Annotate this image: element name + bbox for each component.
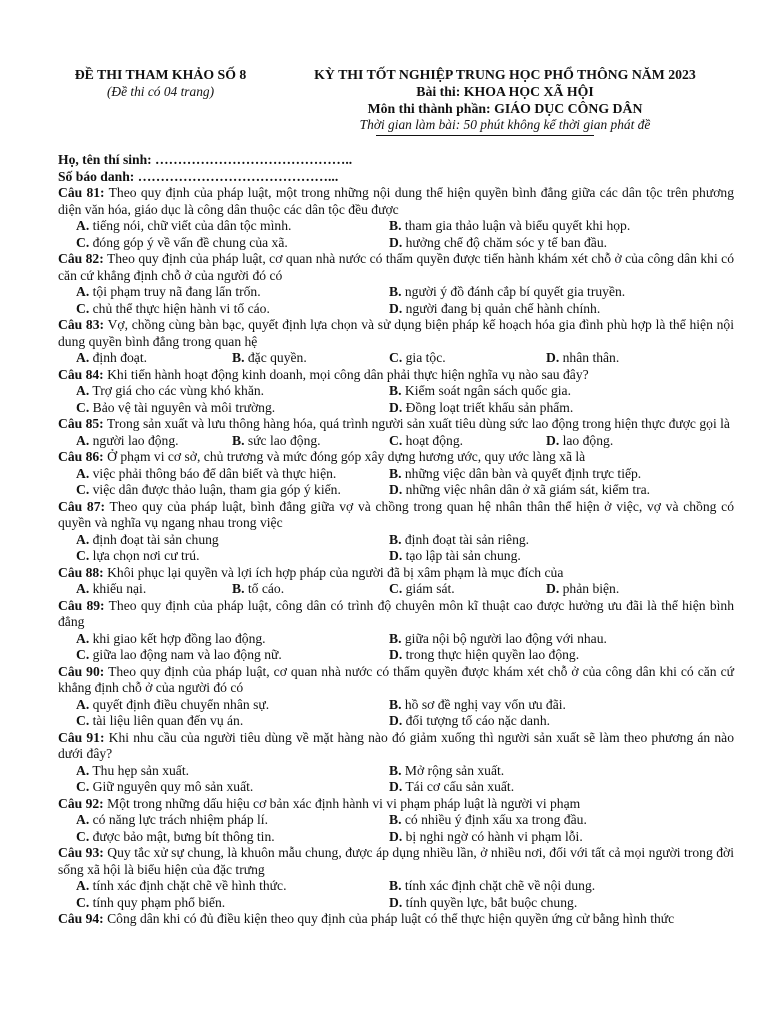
option-text: giữa nội bộ người lao động với nhau. [404, 630, 607, 646]
answer-options [58, 532, 734, 565]
answer-option[interactable] [76, 713, 389, 730]
question-stem [58, 730, 734, 763]
option-letter: A. [76, 465, 90, 481]
question-stem [58, 367, 734, 384]
answer-options [58, 284, 734, 317]
question-stem [58, 796, 734, 813]
option-text: gia tộc. [405, 350, 446, 366]
option-text: tính xác định chặt chẽ về hình thức. [92, 878, 287, 894]
answer-option[interactable] [76, 466, 389, 483]
option-letter: D. [389, 647, 403, 663]
question-text: Theo quy định của pháp luật, một trong những nội dung thể hiện quyền bình đẳng giữa các dân tộc trên phương diện văn hóa, giáo dục là công dân thuộc các dân tộc đều được [58, 185, 734, 217]
option-text: Đồng loạt triết khấu sản phẩm. [405, 399, 574, 415]
answer-option[interactable] [76, 779, 389, 796]
exam-time: Thời gian làm bài: 50 phút không kể thời gian phát đề [359, 117, 651, 132]
option-text: tính xác định chặt chẽ về nội dung. [404, 878, 596, 894]
question-text: Một trong những dấu hiệu cơ bản xác định hành vi vi phạm pháp luật là người vi phạm [107, 795, 581, 811]
option-letter: A. [76, 350, 90, 366]
answer-options [58, 466, 734, 499]
answer-option[interactable] [232, 350, 389, 367]
option-text: đối tượng tố cáo nặc danh. [405, 713, 551, 729]
exam-content [58, 152, 734, 928]
candidate-name-field: Họ, tên thí sinh: …………………………………….. [58, 152, 353, 167]
option-text: trong thực hiện quyền lao động. [405, 647, 580, 663]
question-stem [58, 251, 734, 284]
option-text: đặc quyền. [247, 350, 307, 366]
question-number: Câu 87: [58, 498, 106, 514]
option-text: Trợ giá cho các vùng khó khăn. [92, 383, 265, 399]
option-text: tiếng nói, chữ viết của dân tộc mình. [92, 218, 292, 234]
option-letter: D. [389, 399, 403, 415]
question-stem [58, 911, 734, 928]
exam-title: KỲ THI TỐT NGHIỆP TRUNG HỌC PHỔ THÔNG NĂM 2023 [314, 67, 696, 82]
option-letter: B. [389, 696, 402, 712]
question-block [58, 499, 734, 565]
option-text: có nhiều ý định xấu xa trong đầu. [404, 812, 587, 828]
answer-option[interactable] [76, 350, 232, 367]
question-stem [58, 185, 734, 218]
option-letter: A. [76, 762, 90, 778]
question-text: Trong sản xuất và lưu thông hàng hóa, quá trình người sản xuất tiêu dùng sức lao động trong hiện thực được gọi là [106, 416, 730, 432]
option-text: giữa lao động nam và lao động nữ. [92, 647, 282, 663]
question-stem [58, 499, 734, 532]
answer-option[interactable] [389, 631, 739, 648]
option-letter: B. [389, 762, 402, 778]
option-letter: C. [389, 581, 403, 597]
option-letter: C. [76, 779, 90, 795]
option-text: tham gia thảo luận và biểu quyết khi họp. [404, 218, 631, 234]
answer-option[interactable] [76, 400, 389, 417]
question-number: Câu 83: [58, 317, 105, 333]
option-letter: A. [76, 581, 90, 597]
option-text: Giữ nguyên quy mô sản xuất. [92, 779, 254, 795]
answer-options [58, 812, 734, 845]
option-letter: B. [232, 350, 245, 366]
question-text: Khôi phục lại quyền và lợi ích hợp pháp của người đã bị xâm phạm là mục đích của [107, 564, 564, 580]
answer-option[interactable] [389, 829, 739, 846]
answer-option[interactable] [76, 235, 389, 252]
question-number: Câu 91: [58, 729, 105, 745]
option-letter: D. [389, 548, 403, 564]
answer-option[interactable] [76, 482, 389, 499]
option-letter: A. [76, 284, 90, 300]
question-list [58, 185, 734, 928]
question-block [58, 416, 734, 449]
option-text: giám sát. [405, 581, 455, 597]
option-text: được bảo mật, bưng bít thông tin. [92, 828, 275, 844]
question-stem [58, 598, 734, 631]
option-text: Bảo vệ tài nguyên và môi trường. [92, 399, 276, 415]
option-letter: B. [232, 432, 245, 448]
question-text: Khi tiến hành hoạt động kinh doanh, mọi công dân phải thực hiện nghĩa vụ nào sau đây? [107, 366, 589, 382]
question-number: Câu 90: [58, 663, 105, 679]
question-text: Ở phạm vi cơ sở, chủ trương và mức đóng góp xây dựng hương ước, quy ước làng xã là [107, 449, 586, 465]
exam-subject: Bài thi: KHOA HỌC XÃ HỘI [416, 84, 594, 99]
option-text: những việc dân bàn và quyết định trực tiếp. [404, 465, 642, 481]
answer-option[interactable] [546, 581, 716, 598]
answer-options [58, 763, 734, 796]
option-letter: B. [232, 581, 245, 597]
answer-option[interactable] [389, 697, 739, 714]
question-number: Câu 82: [58, 251, 104, 267]
question-block [58, 796, 734, 846]
option-letter: A. [76, 696, 90, 712]
answer-option[interactable] [76, 548, 389, 565]
option-text: người đang bị quản chế hành chính. [405, 300, 601, 316]
answer-options [58, 218, 734, 251]
option-letter: C. [76, 713, 90, 729]
option-letter: A. [76, 630, 90, 646]
answer-option[interactable] [389, 284, 739, 301]
question-number: Câu 92: [58, 795, 104, 811]
answer-option[interactable] [389, 713, 739, 730]
answer-option[interactable] [76, 812, 389, 829]
option-text: những việc nhân dân ở xã giám sát, kiểm tra. [405, 482, 651, 498]
question-number: Câu 93: [58, 845, 104, 861]
option-letter: C. [76, 300, 90, 316]
answer-option[interactable] [76, 697, 389, 714]
header-right [282, 66, 728, 133]
answer-option[interactable] [76, 218, 389, 235]
question-text: Công dân khi có đủ điều kiện theo quy định của pháp luật có thể thực hiện quyền ứng cử bằng hình thức [107, 911, 675, 927]
answer-option[interactable] [76, 631, 389, 648]
question-stem [58, 416, 734, 433]
answer-option[interactable] [389, 301, 739, 318]
question-block [58, 251, 734, 317]
option-text: tính quy phạm phổ biến. [92, 894, 226, 910]
option-text: lao động. [562, 432, 614, 448]
question-block [58, 449, 734, 499]
answer-option[interactable] [389, 400, 739, 417]
answer-option[interactable] [389, 532, 739, 549]
option-letter: B. [389, 465, 402, 481]
answer-option[interactable] [76, 433, 232, 450]
question-number: Câu 85: [58, 416, 104, 432]
answer-option[interactable] [546, 433, 716, 450]
option-letter: D. [389, 894, 403, 910]
option-letter: B. [389, 383, 402, 399]
question-number: Câu 88: [58, 564, 104, 580]
question-block [58, 845, 734, 911]
option-letter: D. [389, 779, 403, 795]
option-letter: A. [76, 383, 90, 399]
page-count-note: (Đề thi có 04 trang) [106, 84, 215, 99]
title-underline [376, 135, 594, 136]
answer-option[interactable] [389, 466, 739, 483]
option-text: tội phạm truy nã đang lẩn trốn. [92, 284, 261, 300]
option-letter: D. [389, 482, 403, 498]
option-text: Tái cơ cấu sản xuất. [405, 779, 515, 795]
question-text: Theo quy định của pháp luật, cơ quan nhà nước có thẩm quyền được khám xét chỗ ở của công dân khi có căn cứ khẳng định chỗ ở của người đó có [58, 663, 734, 696]
answer-option[interactable] [76, 301, 389, 318]
option-letter: B. [389, 630, 402, 646]
option-text: Kiểm soát ngân sách quốc gia. [404, 383, 571, 399]
option-text: hoạt động. [405, 432, 464, 448]
exam-component: Môn thi thành phần: GIÁO DỤC CÔNG DÂN [367, 101, 643, 116]
option-letter: C. [76, 399, 90, 415]
option-text: tính quyền lực, bắt buộc chung. [405, 894, 578, 910]
option-text: bị nghi ngờ có hành vi phạm lỗi. [405, 828, 583, 844]
option-letter: D. [389, 713, 403, 729]
answer-option[interactable] [232, 433, 389, 450]
question-number: Câu 84: [58, 366, 104, 382]
answer-option[interactable] [389, 895, 739, 912]
answer-option[interactable] [76, 763, 389, 780]
answer-options [58, 383, 734, 416]
answer-options [58, 581, 734, 598]
option-text: hưởng chế độ chăm sóc y tế ban đầu. [405, 234, 608, 250]
option-text: chủ thể thực hiện hành vi tố cáo. [92, 300, 270, 316]
answer-option[interactable] [389, 878, 739, 895]
option-letter: D. [546, 350, 560, 366]
answer-option[interactable] [389, 812, 739, 829]
question-block [58, 317, 734, 367]
option-letter: C. [76, 894, 90, 910]
answer-options [58, 350, 734, 367]
answer-option[interactable] [76, 895, 389, 912]
question-text: Theo quy định của pháp luật, công dân có trình độ chuyên môn kĩ thuật cao được hưởng ưu đãi là thể hiện bình đẳng [58, 597, 734, 630]
option-letter: B. [389, 531, 402, 547]
option-letter: A. [76, 432, 90, 448]
answer-option[interactable] [76, 581, 232, 598]
answer-option[interactable] [389, 581, 546, 598]
candidate-id-field: Số báo danh: ……………………………………... [58, 168, 339, 184]
answer-option[interactable] [76, 532, 389, 549]
question-text: Theo quy định của pháp luật, cơ quan nhà nước có thẩm quyền được tiến hành khám xét chỗ ở của công dân khi có căn cứ khẳng định chỗ ở của người đó có [58, 251, 734, 283]
answer-option[interactable] [389, 433, 546, 450]
option-text: hồ sơ đề nghị vay vốn ưu đãi. [404, 696, 566, 712]
answer-option[interactable] [389, 763, 739, 780]
option-letter: C. [76, 482, 90, 498]
option-text: phản biện. [562, 581, 620, 597]
option-letter: C. [76, 647, 90, 663]
question-block [58, 730, 734, 796]
option-letter: B. [389, 218, 402, 234]
option-text: việc dân được thảo luận, tham gia góp ý kiến. [92, 482, 341, 498]
answer-option[interactable] [76, 829, 389, 846]
answer-option[interactable] [76, 383, 389, 400]
answer-option[interactable] [389, 548, 739, 565]
option-letter: C. [76, 548, 90, 564]
option-text: nhân thân. [562, 350, 620, 366]
answer-options [58, 631, 734, 664]
question-block [58, 911, 734, 928]
question-number: Câu 86: [58, 449, 104, 465]
answer-options [58, 878, 734, 911]
question-text: Theo quy của pháp luật, bình đẳng giữa vợ và chồng trong quan hệ nhân thân thể hiện ở việc, vợ và chồng có quyền và nghĩa vụ ngang nhau trong việc [58, 498, 735, 531]
answer-option[interactable] [546, 350, 716, 367]
answer-option[interactable] [76, 647, 389, 664]
option-letter: B. [389, 812, 402, 828]
option-letter: A. [76, 812, 90, 828]
option-letter: C. [76, 234, 90, 250]
option-text: Mở rộng sản xuất. [404, 762, 505, 778]
option-letter: A. [76, 218, 90, 234]
question-number: Câu 89: [58, 597, 105, 613]
option-text: có năng lực trách nhiệm pháp lí. [92, 812, 268, 828]
header-left [58, 66, 263, 100]
answer-option[interactable] [76, 284, 389, 301]
option-text: người lao động. [92, 432, 179, 448]
option-letter: A. [76, 878, 90, 894]
option-text: định đoạt tài sản chung [92, 531, 219, 547]
option-text: người ý đồ đánh cắp bí quyết gia truyền. [404, 284, 626, 300]
answer-option[interactable] [389, 218, 739, 235]
answer-option[interactable] [389, 350, 546, 367]
question-block [58, 565, 734, 598]
answer-option[interactable] [389, 235, 739, 252]
question-stem [58, 664, 734, 697]
exam-code: ĐỀ THI THAM KHẢO SỐ 8 [74, 67, 247, 82]
option-text: tạo lập tài sản chung. [405, 548, 521, 564]
option-letter: B. [389, 878, 402, 894]
option-text: định đoạt tài sản riêng. [404, 531, 530, 547]
option-letter: A. [76, 531, 90, 547]
option-text: tố cáo. [247, 581, 285, 597]
option-text: việc phải thông báo để dân biết và thực hiện. [92, 465, 337, 481]
option-text: Thu hẹp sản xuất. [92, 762, 190, 778]
option-text: quyết định điều chuyển nhân sự. [92, 696, 270, 712]
option-letter: B. [389, 284, 402, 300]
question-text: Khi nhu cầu của người tiêu dùng về mặt hàng nào đó giảm xuống thì người sản xuất sẽ làm theo phương án nào dưới đây? [58, 729, 734, 762]
answer-option[interactable] [389, 482, 739, 499]
option-text: khi giao kết hợp đồng lao động. [92, 630, 266, 646]
option-letter: C. [389, 432, 403, 448]
question-stem [58, 845, 734, 878]
question-block [58, 598, 734, 664]
question-block [58, 185, 734, 251]
option-letter: D. [389, 234, 403, 250]
question-text: Quy tắc xử sự chung, là khuôn mẫu chung, được áp dụng nhiều lần, ở nhiều nơi, đối với tất cả mọi người trong đời sống xã hội là biểu hiện của đặc trưng [58, 845, 735, 877]
answer-option[interactable] [389, 779, 739, 796]
question-block [58, 367, 734, 417]
option-letter: D. [389, 300, 403, 316]
answer-option[interactable] [232, 581, 389, 598]
question-block [58, 664, 734, 730]
option-text: khiếu nại. [92, 581, 147, 597]
option-letter: D. [546, 432, 560, 448]
option-text: lựa chọn nơi cư trú. [92, 548, 200, 564]
answer-options [58, 433, 734, 450]
question-stem [58, 317, 734, 350]
option-letter: C. [76, 828, 90, 844]
question-stem [58, 449, 734, 466]
question-stem [58, 565, 734, 582]
question-text: Vợ, chồng cùng bàn bạc, quyết định lựa chọn và sử dụng biện pháp kế hoạch hóa gia đình phù hợp là thể hiện nội dung quyền bình đẳng trong quan hệ [58, 317, 735, 349]
answer-option[interactable] [389, 383, 739, 400]
option-letter: D. [389, 828, 403, 844]
question-number: Câu 94: [58, 911, 104, 927]
option-text: định đoạt. [92, 350, 147, 366]
answer-options [58, 697, 734, 730]
option-text: sức lao động. [247, 432, 321, 448]
option-letter: D. [546, 581, 560, 597]
answer-option[interactable] [76, 878, 389, 895]
answer-option[interactable] [389, 647, 739, 664]
option-text: đóng góp ý về vấn đề chung của xã. [92, 234, 288, 250]
option-text: tài liệu liên quan đến vụ án. [92, 713, 244, 729]
option-letter: C. [389, 350, 403, 366]
question-number: Câu 81: [58, 185, 105, 201]
